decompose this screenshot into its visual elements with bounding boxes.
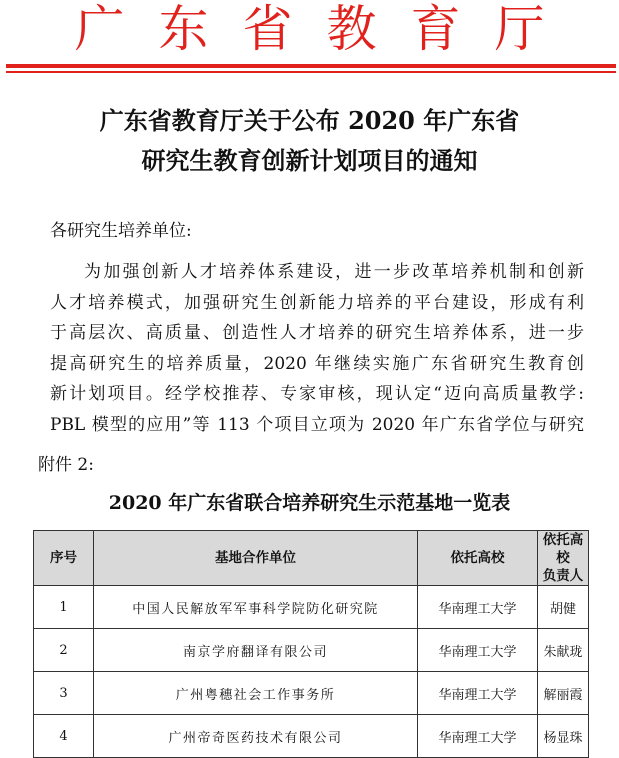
cell-school: 华南理工大学 bbox=[418, 629, 538, 672]
cell-person: 胡健 bbox=[538, 586, 589, 629]
body-line: 新计划项目。经学校推荐、专家审核，现认定“迈向高质量教学: bbox=[50, 384, 584, 404]
notice-title-line1: 广东省教育厅关于公布 2020 年广东省 bbox=[99, 106, 520, 135]
body-line: 于高层次、高质量、创造性人才培养的研究生培养体系，进一步 bbox=[50, 323, 584, 343]
cell-unit: 中国人民解放军军事科学院防化研究院 bbox=[94, 586, 418, 629]
cell-person: 解丽霞 bbox=[538, 672, 589, 715]
cell-person: 朱献珑 bbox=[538, 629, 589, 672]
table-row bbox=[34, 629, 589, 672]
table-title: 2020 年广东省联合培养研究生示范基地一览表 bbox=[108, 492, 511, 514]
masthead-rule-thin bbox=[6, 71, 616, 73]
notice-title-line2: 研究生教育创新计划项目的通知 bbox=[141, 146, 478, 175]
table-row bbox=[34, 672, 589, 715]
attachment-label: 附件 2: bbox=[38, 455, 94, 475]
cell-no: 3 bbox=[34, 672, 94, 715]
header-no: 序号 bbox=[34, 531, 94, 586]
cell-school: 华南理工大学 bbox=[418, 715, 538, 758]
body-line: 提高研究生的培养质量，2020 年继续实施广东省研究生教育创 bbox=[50, 353, 584, 374]
header-person-line1: 依托高校 bbox=[542, 532, 584, 566]
salutation: 各研究生培养单位: bbox=[50, 221, 192, 241]
header-unit: 基地合作单位 bbox=[94, 531, 418, 586]
table-header-row bbox=[34, 531, 589, 586]
base-list-table bbox=[33, 530, 589, 758]
header-person bbox=[538, 531, 589, 586]
cell-no: 2 bbox=[34, 629, 94, 672]
cell-no: 1 bbox=[34, 586, 94, 629]
cell-unit: 广州粤穗社会工作事务所 bbox=[94, 672, 418, 715]
masthead-rule-thick bbox=[6, 64, 616, 68]
header-school: 依托高校 bbox=[418, 531, 538, 586]
table-row bbox=[34, 715, 589, 758]
body-line: 人才培养模式，加强研究生创新能力培养的平台建设，形成有利 bbox=[50, 292, 584, 313]
masthead bbox=[0, 0, 619, 58]
cell-person: 杨显珠 bbox=[538, 715, 589, 758]
cell-unit: 广州帝奇医药技术有限公司 bbox=[94, 715, 418, 758]
masthead-title: 广东省教育厅 bbox=[74, 0, 579, 58]
cell-school: 华南理工大学 bbox=[418, 586, 538, 629]
cell-no: 4 bbox=[34, 715, 94, 758]
body-line: 为加强创新人才培养体系建设，进一步改革培养机制和创新 bbox=[84, 262, 584, 282]
header-person-line2: 负责人 bbox=[542, 568, 584, 584]
cell-school: 华南理工大学 bbox=[418, 672, 538, 715]
body-line: PBL 模型的应用”等 113 个项目立项为 2020 年广东省学位与研究 bbox=[50, 414, 584, 435]
table-row bbox=[34, 586, 589, 629]
notice-body bbox=[50, 257, 584, 440]
cell-unit: 南京学府翻译有限公司 bbox=[94, 629, 418, 672]
